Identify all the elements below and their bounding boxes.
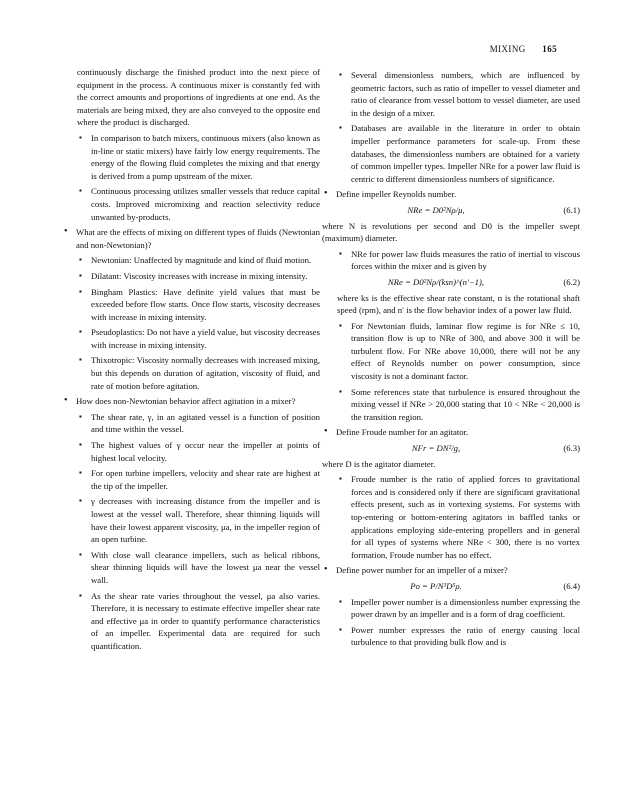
- equation: [322, 442, 580, 455]
- list-item: ▪ NRe for power law fluids measures the ratio of inertial to viscous forces within the mixer and is given by: [322, 248, 580, 273]
- paragraph: continuously discharge the finished product into the next piece of equipment in the process. A continuous mixer is constantly fed with the correct amounts and proportions of ingredients at one end. As the materials are being mixed, they are also conveyed to the opposite end where the product is discharged.: [77, 67, 320, 128]
- list-item: ▪ With close wall clearance impellers, such as helical ribbons, shear thinning liquids will have the lowest μa near the vessel wall.: [62, 549, 320, 587]
- list-item: ▪ As the shear rate varies throughout the vessel, μa also varies. Therefore, it is necessary to estimate effective impeller shear rate and effective μa in order to quantify performance characteristics of an impeller. Experimental data are required for such quantification.: [62, 590, 320, 653]
- list-item: ▪ For open turbine impellers, velocity and shear rate are highest at the tip of the impeller.: [62, 467, 320, 492]
- equation-number: (6.2): [563, 276, 580, 287]
- list-item: ▪ Some references state that turbulence is ensured throughout the mixing vessel if NRe > 20,000 stating that 10 < NRe < 20,000 is the transition region.: [322, 386, 580, 424]
- list-item: ▪ Impeller power number is a dimensionless number expressing the power drawn by an impeller and is a form of drag coefficient.: [322, 596, 580, 621]
- list-item: ▪ Power number expresses the ratio of energy causing local turbulence to that providing bulk flow and is: [322, 624, 580, 649]
- question-bullet: • Define Froude number for an agitator.: [322, 426, 580, 439]
- page-number: 165: [542, 44, 557, 54]
- equation-number: (6.4): [563, 580, 580, 591]
- list-item: ▪ Continuous processing utilizes smaller vessels that reduce capital costs. Improved micromixing and reaction selectivity reduce unwanted by-products.: [62, 185, 320, 223]
- equation-text: Po = P/N³D⁵ρ.: [410, 580, 462, 591]
- right-column: [322, 66, 580, 649]
- equation-number: (6.3): [563, 443, 580, 454]
- list-item: ▪ For Newtonian fluids, laminar flow regime is for NRe ≤ 10, transition flow is up to NRe of 300, and above 300 it will be turbulent flow. For NRe above 10,000, there will not be any effect of Reynolds number on power consumption, since viscosity is not a dominant factor.: [322, 320, 580, 383]
- equation: [322, 204, 580, 217]
- running-header: [490, 44, 557, 54]
- question-bullet: • Define impeller Reynolds number.: [322, 188, 580, 201]
- question-bullet: • Define power number for an impeller of a mixer?: [322, 564, 580, 577]
- equation-number: (6.1): [563, 204, 580, 215]
- left-column: [62, 66, 320, 653]
- paragraph: where D is the agitator diameter.: [322, 458, 436, 469]
- equation-text: NFr = DN²/g,: [411, 443, 461, 454]
- equation-text: NRe = D0²Nρ/μ,: [407, 204, 465, 215]
- list-item: ▪ In comparison to batch mixers, continuous mixers (also known as in-line or static mixers) have fairly low energy requirements. The energy of the flowing fluid completes the mixing and that energy is derived from a pump upstream of the mixer.: [62, 132, 320, 182]
- equation-text: NRe = D0²Nρ/(ksn)^(n′−1),: [387, 276, 485, 287]
- list-item: ▪ γ decreases with increasing distance from the impeller and is lowest at the vessel wall. Therefore, shear thinning liquids will have their lowest apparent viscosity, μa, in the impeller region of an open turbine.: [62, 495, 320, 545]
- paragraph: where ks is the effective shear rate constant, n is the rotational shaft speed (rpm), and n′ is the flow behavior index of a power law fluid.: [337, 292, 580, 316]
- list-item: ▪ Several dimensionless numbers, which are influenced by geometric factors, such as ratio of impeller to vessel diameter and ratio of clearance from vessel bottom to vessel diameter, are used in the design of a mixer.: [322, 69, 580, 119]
- list-item: ▪ Thixotropic: Viscosity normally decreases with increased mixing, but this depends on duration of agitation, viscosity of fluid, and rate of motion before agitation.: [62, 354, 320, 392]
- question-bullet: • How does non-Newtonian behavior affect agitation in a mixer?: [62, 395, 320, 408]
- list-item: ▪ Dilatant: Viscosity increases with increase in mixing intensity.: [62, 270, 320, 283]
- paragraph: where N is revolutions per second and D0 is the impeller swept (maximum) diameter.: [322, 220, 580, 244]
- equation: [322, 580, 580, 593]
- list-item: ▪ Databases are available in the literature in order to obtain impeller performance parameters for scale-up. From these databases, the dimensionless numbers are obtained for a variety of common impeller types. Impeller NRe for a power law fluid is centric to different dimensionless numbers of significance.: [322, 122, 580, 185]
- section-title: MIXING: [489, 44, 526, 54]
- question-bullet: • What are the effects of mixing on different types of fluids (Newtonian and non-Newtonian)?: [62, 226, 320, 251]
- list-item: ▪ Pseudoplastics: Do not have a yield value, but viscosity decreases with increase in mixing intensity.: [62, 326, 320, 351]
- list-item: ▪ Newtonian: Unaffected by magnitude and kind of fluid motion.: [62, 254, 320, 267]
- list-item: ▪ Froude number is the ratio of applied forces to gravitational forces and is considered only if there are significant gravitational effects present, such as in vortexing systems. For systems with top-entering or bottom-entering agitators in baffled tanks or applications employing side-entering propellers and in general for all types of systems where NRe < 300, there is no vortex formation, Froude number has no effect.: [322, 473, 580, 561]
- list-item: ▪ Bingham Plastics: Have definite yield values that must be exceeded before flow starts. Once flow starts, viscosity decreases with increase in mixing intensity.: [62, 286, 320, 324]
- list-item: ▪ The highest values of γ occur near the impeller at points of highest local velocity.: [62, 439, 320, 464]
- equation: [322, 276, 580, 289]
- list-item: ▪ The shear rate, γ, in an agitated vessel is a function of position and time within the vessel.: [62, 411, 320, 436]
